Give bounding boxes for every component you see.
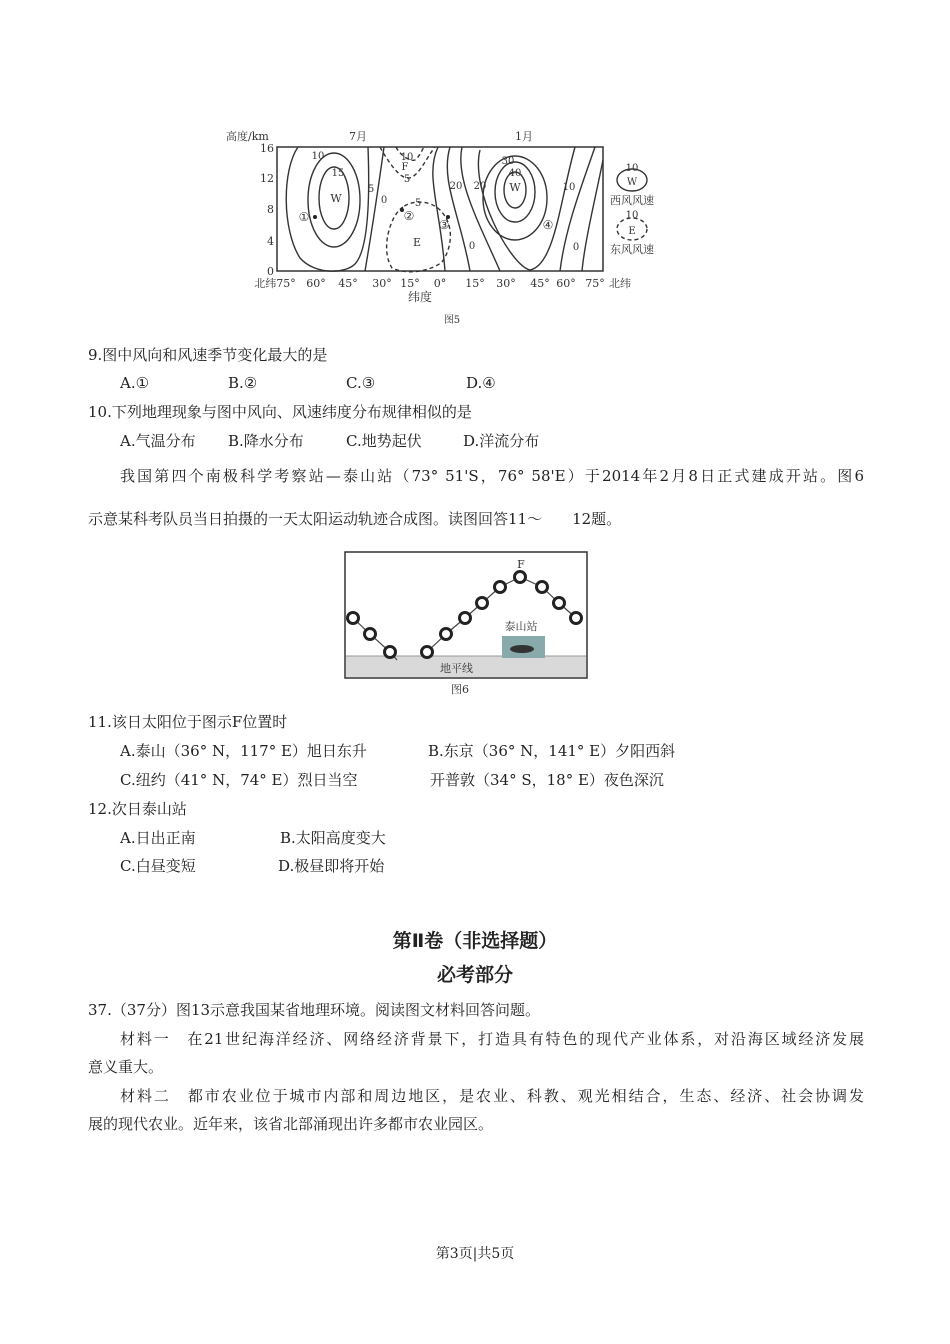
intro-paragraph-line2: 示意某科考队员当日拍摄的一天太阳运动轨迹合成图。读图回答11～ 12题。	[88, 510, 622, 528]
q10-option-b: B.降水分布	[228, 432, 304, 450]
figure-5-wind-chart	[220, 110, 670, 330]
q11-option-d: 开普敦（34° S，18° E）夜色深沉	[430, 771, 664, 789]
x-axis-label: 纬度	[407, 290, 433, 304]
x-tick: 45°	[338, 277, 358, 290]
material-1-line2: 意义重大。	[88, 1058, 164, 1076]
contour-label: 10	[311, 151, 325, 162]
q12-option-a: A.日出正南	[120, 829, 196, 847]
sun-position-marker	[385, 647, 396, 658]
x-tick: 0°	[433, 277, 447, 290]
contour-label: W	[330, 192, 342, 205]
contour-label: 5	[414, 198, 422, 209]
sun-position-marker	[422, 647, 433, 658]
contour-label: 0	[572, 242, 580, 253]
q12-option-b: B.太阳高度变大	[280, 829, 386, 847]
legend-east-value: 10	[625, 210, 639, 221]
contour-label: 20	[473, 181, 487, 192]
section-title: 第Ⅱ卷（非选择题）	[392, 930, 558, 952]
point-4: ④	[542, 218, 554, 232]
x-tick: 北纬75°	[254, 277, 296, 290]
page-footer: 第3页|共5页	[435, 1246, 515, 1262]
y-tick: 12	[260, 172, 274, 185]
contour-label: 30	[501, 156, 515, 167]
q12-option-d: D.极昼即将开始	[278, 857, 385, 875]
contour-label: 10	[562, 182, 576, 193]
point-3: ③	[438, 218, 450, 232]
material-2-line2: 展的现代农业。近年来，该省北部涌现出许多都市农业园区。	[88, 1115, 494, 1133]
contour-label: 15	[331, 168, 345, 179]
y-tick: 4	[267, 235, 274, 248]
legend-east-letter: E	[628, 226, 636, 237]
y-tick: 8	[267, 203, 274, 216]
contour-label: 5	[403, 174, 411, 185]
contour-label: 0	[468, 241, 476, 252]
material-1-line1: 材料一 在21世纪海洋经济、网络经济背景下，打造具有特色的现代产业体系，对沿海区域经济发展	[120, 1030, 864, 1048]
q9-option-a: A.①	[120, 374, 150, 392]
chart-frame	[277, 147, 603, 271]
x-tick: 45°	[530, 277, 550, 290]
legend-west-value: 10	[625, 163, 639, 174]
sun-position-marker	[441, 629, 452, 640]
sun-position-marker	[460, 613, 471, 624]
intro-paragraph-line1: 我国第四个南极科学考察站—泰山站（73° 51'S，76° 58'E）于2014年2月8日正式建成开站。图6	[120, 467, 864, 485]
y-tick: 16	[260, 142, 274, 155]
x-tick: 30°	[372, 277, 392, 290]
x-tick: 15°	[465, 277, 485, 290]
sun-position-marker	[571, 613, 582, 624]
sun-position-marker	[554, 598, 565, 609]
point-f-label: F	[517, 558, 525, 571]
q9-option-d: D.④	[466, 374, 496, 392]
x-tick: 60°	[306, 277, 326, 290]
q12-option-c: C.白昼变短	[120, 857, 196, 875]
sun-position-marker	[537, 582, 548, 593]
question-9-stem: 9.图中风向和风速季节变化最大的是	[88, 346, 328, 364]
point-2: ②	[403, 209, 415, 223]
legend-west-label: 西风风速	[610, 194, 654, 207]
sun-position-marker	[495, 582, 506, 593]
contour-label: 10	[400, 152, 414, 163]
legend	[610, 163, 654, 256]
q11-option-c: C.纽约（41° N，74° E）烈日当空	[120, 771, 358, 789]
station-label: 泰山站	[504, 620, 538, 633]
question-12-stem: 12.次日泰山站	[88, 800, 187, 818]
figure-caption: 图5	[443, 315, 461, 326]
q10-option-d: D.洋流分布	[463, 432, 540, 450]
q11-option-b: B.东京（36° N，141° E）夕阳西斜	[428, 742, 676, 760]
question-10-stem: 10.下列地理现象与图中风向、风速纬度分布规律相似的是	[88, 403, 472, 421]
q9-option-c: C.③	[346, 374, 376, 392]
legend-west-letter: W	[626, 177, 638, 188]
x-tick: 北纬	[609, 277, 631, 290]
sun-position-marker	[477, 598, 488, 609]
sun-position-marker	[348, 613, 359, 624]
month-july-label: 7月	[349, 130, 367, 143]
q10-option-a: A.气温分布	[120, 432, 196, 450]
month-jan-label: 1月	[515, 130, 533, 143]
contour-label: E	[412, 236, 422, 249]
y-axis-label: 高度/km	[226, 130, 269, 143]
sun-position-marker	[365, 629, 376, 640]
material-2-line1: 材料二 都市农业位于城市内部和周边地区，是农业、科教、观光相结合，生态、经济、社会协调发	[120, 1087, 864, 1105]
q9-option-b: B.②	[228, 374, 258, 392]
x-tick: 30°	[496, 277, 516, 290]
question-11-stem: 11.该日太阳位于图示F位置时	[88, 713, 288, 731]
contour-label: 0	[380, 195, 388, 206]
figure-caption: 图6	[451, 683, 469, 696]
x-tick: 15°	[400, 277, 420, 290]
contour-label: W	[509, 181, 521, 194]
sun-position-marker	[515, 572, 526, 583]
q10-option-c: C.地势起伏	[346, 432, 422, 450]
x-tick: 75°	[585, 277, 605, 290]
question-37-stem: 37.（37分）图13示意我国某省地理环境。阅读图文材料回答问题。	[88, 1001, 541, 1019]
legend-east-label: 东风风速	[610, 243, 654, 256]
contour-label: 40	[508, 168, 522, 179]
horizon-label: 地平线	[440, 662, 473, 675]
q11-option-a: A.泰山（36° N，117° E）旭日东升	[120, 742, 367, 760]
contour-label: 5	[367, 184, 375, 195]
x-tick: 60°	[556, 277, 576, 290]
figure-6-sun-path	[340, 545, 595, 700]
contour-label: 20	[449, 181, 463, 192]
section-subtitle: 必考部分	[436, 964, 513, 986]
y-tick: 0	[267, 265, 274, 278]
point-1: ①	[298, 210, 310, 224]
contour-label: F	[401, 162, 409, 173]
